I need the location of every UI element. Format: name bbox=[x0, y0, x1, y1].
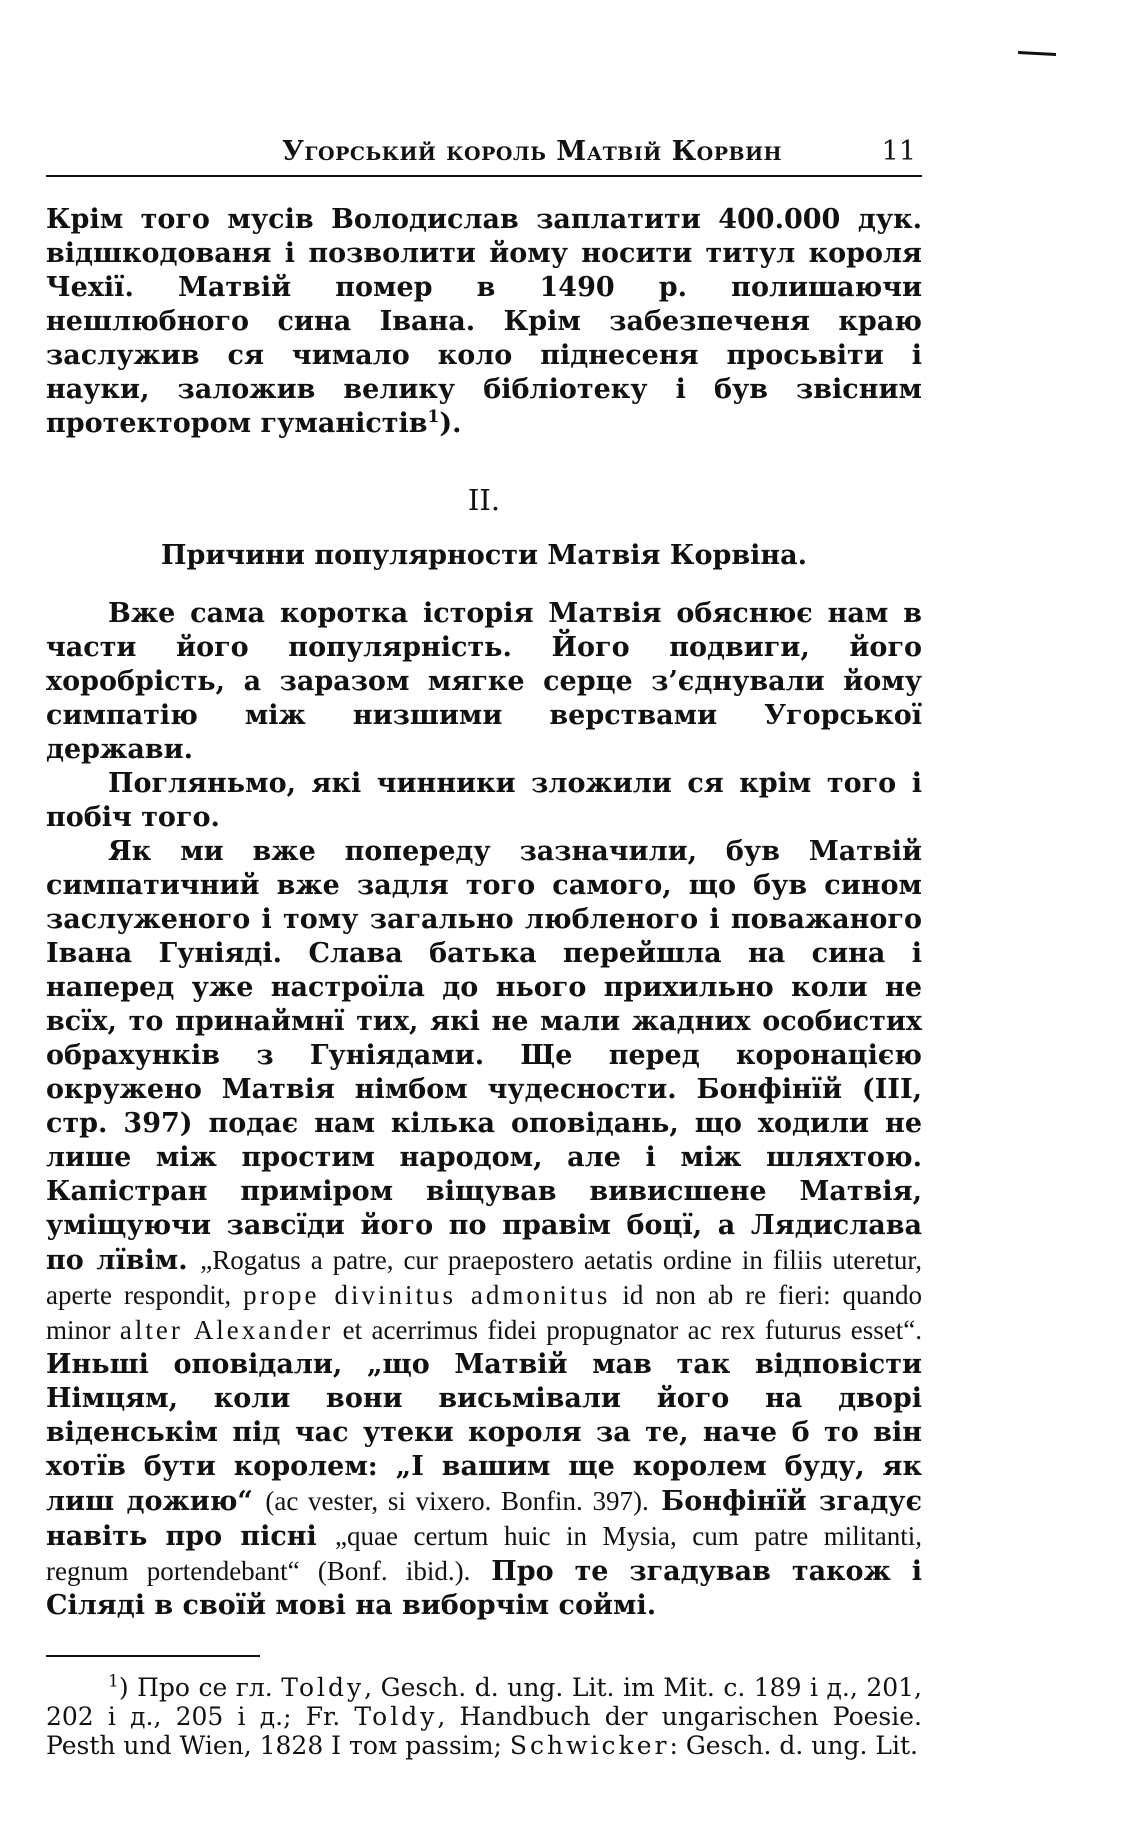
footnote-text-c: , Handbuch der ungarischen Poesie. Pesth und Wien, 1828 I том passim; bbox=[46, 1702, 922, 1760]
paragraph-4 bbox=[46, 835, 922, 1623]
paragraph-1-end: ). bbox=[439, 408, 462, 439]
section-number: II. bbox=[467, 483, 501, 517]
footnote-author-1: Toldy bbox=[281, 1673, 365, 1702]
running-head bbox=[46, 136, 922, 177]
latin-quote-spaced-1: prope divinitus admonitus bbox=[243, 1280, 611, 1310]
paragraph-4-part-3: Бонфінїй згадує навіть про пісні bbox=[46, 1486, 923, 1552]
footnote-text-b: , Gesch. d. ung. Lit. im Mit. c. 189 і д., 201, 202 і д., 205 і д.; Fr. bbox=[46, 1673, 922, 1731]
latin-quote-spaced-2: alter Alexander bbox=[119, 1315, 334, 1345]
page bbox=[46, 136, 922, 1760]
paragraph-4-part-4: Про те згадував також і Сіляді в своїй мові на виборчім соймі. bbox=[46, 1556, 922, 1621]
footnote-text-a: ) Про се гл. bbox=[118, 1673, 282, 1702]
footnote-marker: 1 bbox=[108, 1671, 119, 1692]
paragraph-4-part-2: Иньші оповідали, „що Матвій мав так відповісти Німцям, коли вони висьмівали його на дворі віденськім під час утеки короля за те, наче б то він хотїв бути королем: „I вашим ще королем буду, як лиш дожию“ bbox=[46, 1349, 922, 1517]
paragraph-1 bbox=[46, 203, 922, 441]
footnote-divider bbox=[46, 1655, 260, 1657]
paragraph-2: Вже сама коротка історія Матвія обяснює нам в части його популярність. Його подвиги, його хоробрість, а заразом мягке серце з’єднували йому симпатію між низшими верствами Угорської держави. bbox=[46, 598, 922, 765]
latin-quote-1c: et acerrimus fidei propugnator ac rex futurus esset“. bbox=[333, 1315, 922, 1345]
scan-mark bbox=[1018, 51, 1056, 56]
footnote bbox=[46, 1673, 922, 1760]
footnote-author-2: Toldy bbox=[354, 1702, 438, 1731]
page-number: 11 bbox=[881, 136, 916, 167]
footnote-text-d: : Gesch. d. ung. Lit. bbox=[669, 1731, 919, 1760]
latin-quote-1b: id non ab re fieri: quando minor bbox=[46, 1280, 922, 1345]
paragraph-4-part-1: Як ми вже попереду зазначили, був Матвій симпатичний вже задля того самого, що був сином заслуженого і тому загально любленого і поважаного Івана Гуніяді. Слава батька перейшла на сина і наперед уже настроїла до нього прихильно коли не всїх, то принаймнї тих, які не мали жадних особистих обрахунків з Гуніядами. Ще перед коронацією окружено Матвія німбом чудесности. Бонфінїй (III, стр. 397) подає нам кілька оповідань, що ходили не лише між простим народом, але і між шляхтою. Капістран приміром віщував вивисшене Матвія, уміщуючи завсїди його по правім боцї, а Лядислава по лївім. bbox=[46, 836, 922, 1276]
footnote-author-3: Schwicker bbox=[509, 1731, 670, 1760]
footnote-ref: 1 bbox=[427, 407, 440, 427]
latin-quote-2: (ac vester, si vixero. Bonfin. 397). bbox=[265, 1486, 649, 1516]
running-head-title: Угорський король Матвій Корвин bbox=[282, 136, 782, 167]
paragraph-3: Погляньмо, які чинники зложили ся крім того і побіч того. bbox=[46, 768, 922, 833]
paragraph-1-text: Крім того мусів Володислав заплатити 400.000 дук. відшкодованя і позволити йому носити титул короля Чехії. Матвій помер в 1490 р. полишаючи нешлюбного сина Івана. Крім забезпеченя краю заслужив ся чимало коло піднесеня просьвіти і науки, заложив велику бібліотеку і був звісним протектором гуманістів bbox=[46, 204, 922, 439]
latin-quote-1a: „Rogatus a patre, cur praepostero aetatis ordine in filiis uteretur, aperte respondit, bbox=[46, 1245, 922, 1310]
latin-quote-3: „quae certum huic in Mysia, cum patre militanti, regnum portendebant“ (Bonf. ibid.). bbox=[46, 1521, 922, 1586]
body-text bbox=[46, 203, 922, 1623]
section-title: Причини популярности Матвія Корвіна. bbox=[160, 540, 808, 571]
